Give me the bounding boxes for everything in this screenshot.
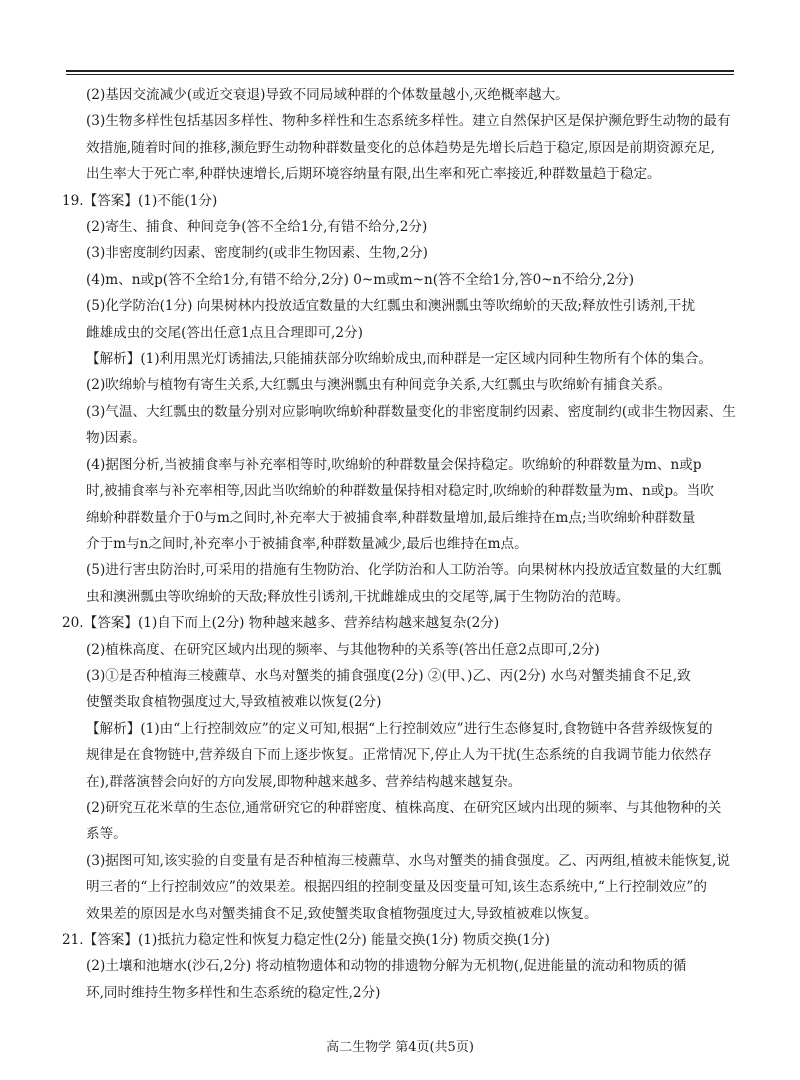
- text-line: 效措施,随着时间的推移,濒危野生动物种群数量变化的总体趋势是先增长后趋于稳定,原因是前期资源充足,: [86, 139, 715, 156]
- page-footer: 高二生物学 第4页(共5页): [326, 1040, 474, 1055]
- text-line: 虫和澳洲瓢虫等吹绵蚧的天敌;释放性引诱剂,干扰雌雄成虫的交尾等,属于生物防治的范畴。: [86, 588, 630, 605]
- text-line: (4)m、n或p(答不全给1分,有错不给分,2分) 0~m或m~n(答不全给1分,答0~n不给分,2分): [86, 271, 635, 288]
- text-line: 在),群落演替会向好的方向发展,即物种越来越多、营养结构越来越复杂。: [86, 773, 522, 790]
- analysis-line: 【解析】(1)由“上行控制效应”的定义可知,根据“上行控制效应”进行生态修复时,食物链中各营养级恢复的: [86, 720, 713, 737]
- text-line: 时,被捕食率与补充率相等,因此当吹绵蚧的种群数量保持相对稳定时,吹绵蚧的种群数量为m、n或p。当吹: [86, 483, 714, 500]
- text-line: (4)据图分析,当被捕食率与补充率相等时,吹绵蚧的种群数量会保持稳定。吹绵蚧的种群数量为m、n或p: [86, 456, 702, 473]
- text-line: (5)进行害虫防治时,可采用的措施有生物防治、化学防治和人工防治等。向果树林内投放适宜数量的大红瓢: [86, 562, 722, 579]
- text-line: (5)化学防治(1分) 向果树林内投放适宜数量的大红瓢虫和澳洲瓢虫等吹绵蚧的天敌;释放性引诱剂,干扰: [86, 298, 696, 315]
- text-line: 明三者的“上行控制效应”的效果差。根据四组的控制变量及因变量可知,该生态系统中,“上行控制效应”的: [86, 879, 707, 896]
- text-line: (2)植株高度、在研究区域内出现的频率、与其他物种的关系等(答出任意2点即可,2分): [86, 641, 600, 658]
- text-line: 效果差的原因是水鸟对蟹类捕食不足,致使蟹类取食植物强度过大,导致植被难以恢复。: [86, 905, 598, 922]
- text-line: (3)据图可知,该实验的自变量有是否种植海三棱藨草、水鸟对蟹类的捕食强度。乙、丙两组,植被未能恢复,说: [86, 852, 730, 869]
- text-line: (3)气温、大红瓢虫的数量分别对应影响吹绵蚧种群数量变化的非密度制约因素、密度制约(或非生物因素、生: [86, 403, 736, 420]
- header-rule: [66, 70, 734, 72]
- answer-content: [62, 82, 738, 1006]
- question-20-answer: 20.【答案】(1)自下而上(2分) 物种越来越多、营养结构越来越复杂(2分): [62, 615, 500, 632]
- text-line: 出生率大于死亡率,种群快速增长,后期环境容纳量有限,出生率和死亡率接近,种群数量趋于稳定。: [86, 166, 661, 183]
- text-line: (2)吹绵蚧与植物有寄生关系,大红瓢虫与澳洲瓢虫有种间竞争关系,大红瓢虫与吹绵蚧有捕食关系。: [86, 377, 672, 394]
- text-line: (3)①是否种植海三棱藨草、水鸟对蟹类的捕食强度(2分) ②(甲、)乙、丙(2分) 水鸟对蟹类捕食不足,致: [86, 667, 691, 684]
- text-line: (2)土壤和池塘水(沙石,2分) 将动植物遗体和动物的排遗物分解为无机物(,促进能量的流动和物质的循: [86, 958, 687, 975]
- text-line: 系等。: [86, 826, 127, 843]
- question-21-answer: 21.【答案】(1)抵抗力稳定性和恢复力稳定性(2分) 能量交换(1分) 物质交换(1分): [62, 932, 550, 948]
- question-19-answer: 19.【答案】(1)不能(1分): [62, 192, 218, 209]
- text-line: 环,同时维持生物多样性和生态系统的稳定性,2分): [86, 984, 381, 1001]
- text-line: (2)寄生、捕食、种间竞争(答不全给1分,有错不给分,2分): [86, 219, 428, 236]
- text-line: (2)基因交流减少(或近交衰退)导致不同局域种群的个体数量越小,灭绝概率越大。: [86, 87, 569, 103]
- analysis-line: 【解析】(1)利用黑光灯诱捕法,只能捕获部分吹绵蚧成虫,而种群是一定区域内同种生物所有个体的集合。: [86, 351, 713, 368]
- text-line: 物)因素。: [86, 430, 146, 447]
- text-line: (3)生物多样性包括基因多样性、物种多样性和生态系统多样性。建立自然保护区是保护濒危野生动物的最有: [86, 113, 731, 130]
- header-rule-thin: [66, 74, 734, 75]
- text-line: (3)非密度制约因素、密度制约(或非生物因素、生物,2分): [86, 245, 428, 262]
- text-line: 介于m与n之间时,补充率小于被捕食率,种群数量减少,最后也维持在m点。: [86, 535, 528, 552]
- text-line: 规律是在食物链中,营养级自下而上逐步恢复。正常情况下,停止人为干扰(生态系统的自我调节能力依然存: [86, 747, 712, 764]
- text-line: 绵蚧种群数量介于0与m之间时,补充率大于被捕食率,种群数量增加,最后维持在m点;当吹绵蚧种群数量: [86, 509, 696, 526]
- text-line: 使蟹类取食植物强度过大,导致植被难以恢复(2分): [86, 694, 382, 711]
- text-line: 雌雄成虫的交尾(答出任意1点且合理即可,2分): [86, 324, 363, 341]
- text-line: (2)研究互花米草的生态位,通常研究它的种群密度、植株高度、在研究区域内出现的频率、与其他物种的关: [86, 799, 722, 816]
